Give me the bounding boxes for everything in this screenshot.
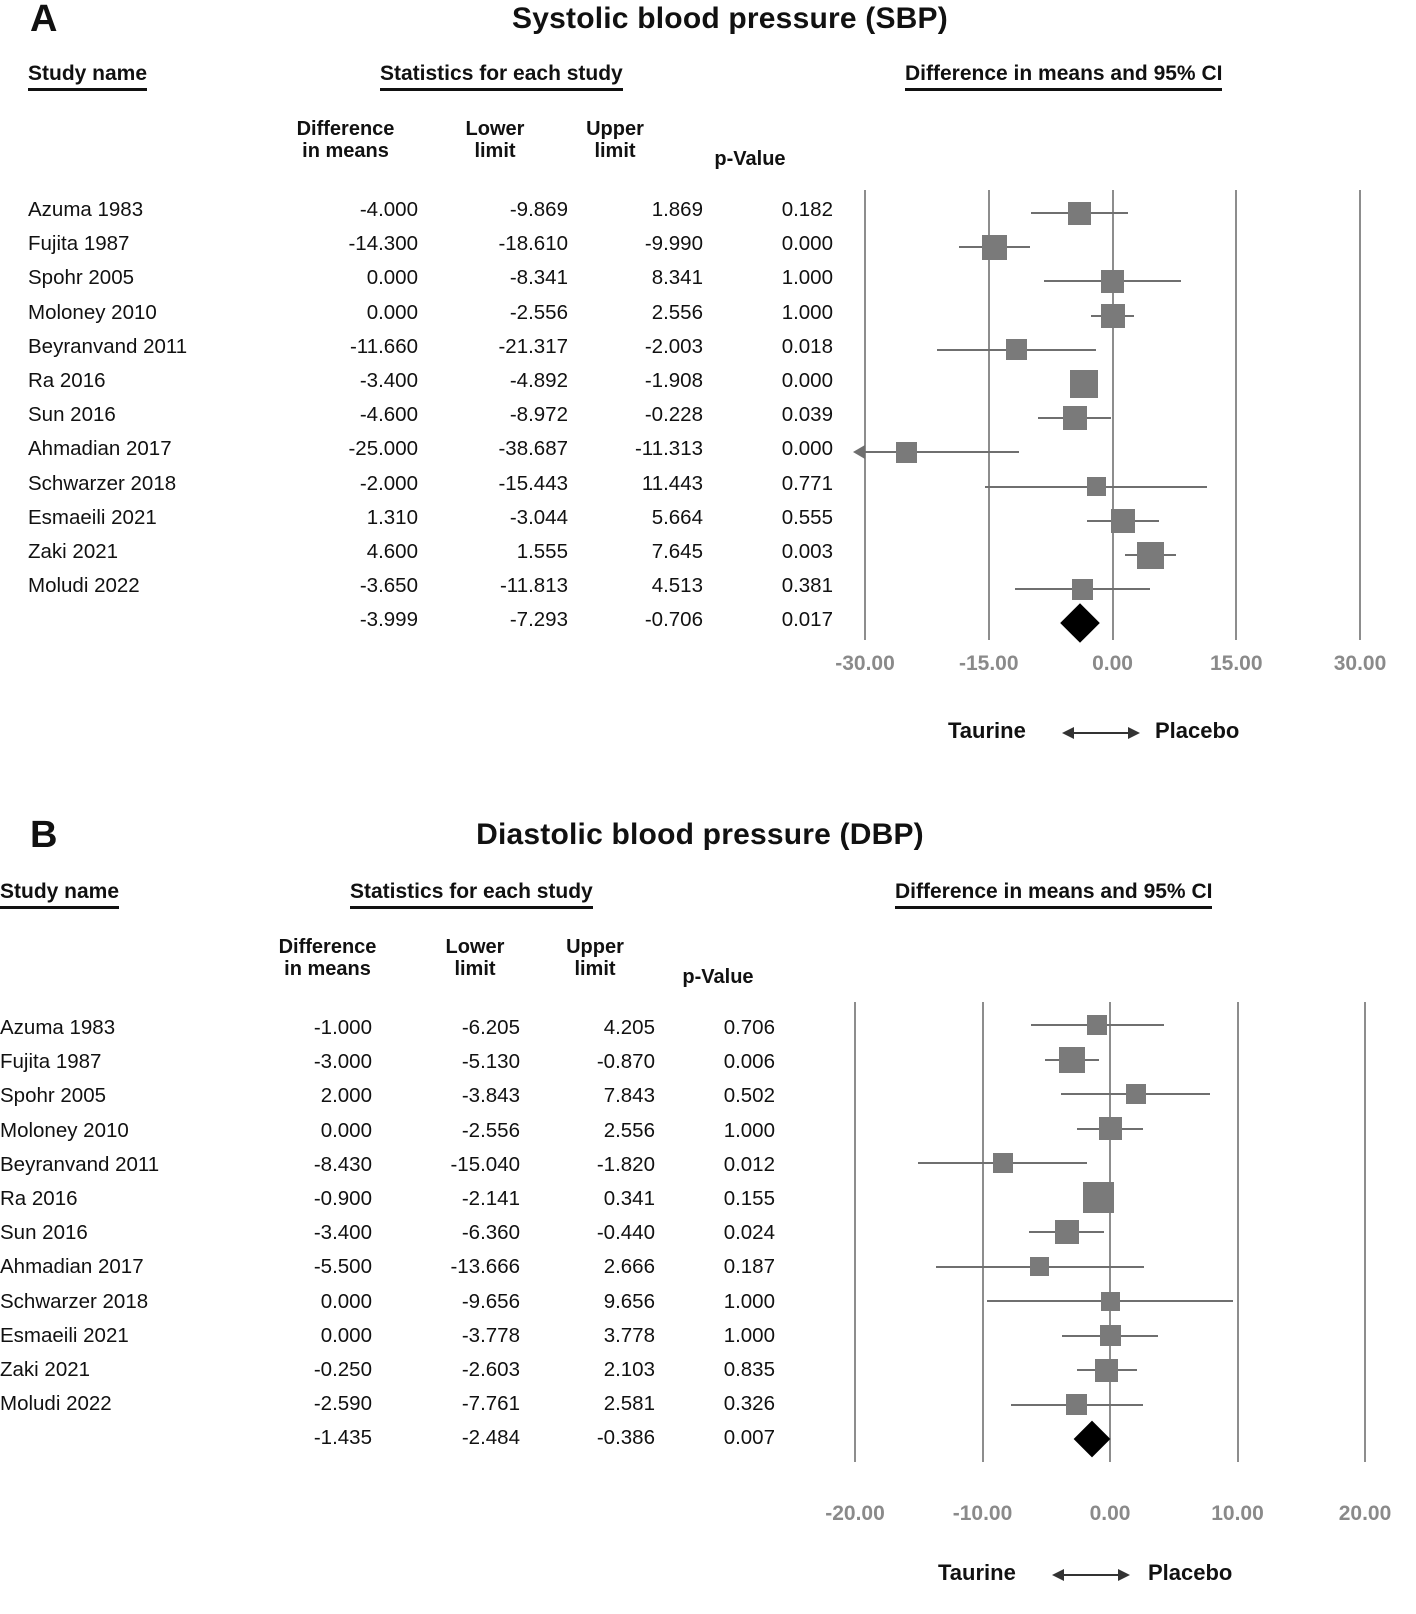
study-name: Beyranvand 2011: [0, 1152, 160, 1176]
difference-in-means: -8.430: [313, 1152, 372, 1176]
upper-limit: 11.443: [641, 471, 703, 495]
difference-in-means: -5.500: [313, 1255, 372, 1279]
lower-limit: -15.040: [450, 1152, 520, 1176]
lower-limit: -2.556: [461, 1118, 520, 1142]
upper-limit: -0.228: [644, 403, 703, 427]
ci-clipped-arrow: [853, 445, 865, 459]
effect-size-marker: [1068, 202, 1091, 225]
difference-in-means: -3.650: [359, 574, 418, 598]
effect-size-marker: [896, 442, 917, 463]
p-value: 0.835: [723, 1357, 775, 1381]
table-row: [28, 539, 833, 574]
table-row: [0, 1255, 800, 1289]
axis-border-line: [854, 1002, 856, 1462]
lower-limit: -3.044: [509, 505, 568, 529]
effect-size-marker: [1006, 339, 1027, 360]
header-plot-b: Difference in means and 95% CI: [895, 880, 1212, 909]
study-name: Moloney 2010: [28, 300, 157, 324]
lower-limit: -18.610: [498, 232, 568, 256]
difference-in-means: -4.000: [359, 198, 418, 221]
lower-limit: -2.141: [461, 1186, 520, 1210]
p-value: 0.326: [723, 1392, 775, 1416]
panel-letter-b: B: [30, 814, 58, 856]
panel-title-sbp: Systolic blood pressure (SBP): [512, 2, 948, 35]
difference-in-means: -3.000: [313, 1050, 372, 1074]
lower-limit: -7.761: [461, 1392, 520, 1416]
x-axis-tick-label: 30.00: [1333, 652, 1387, 675]
study-name: Schwarzer 2018: [0, 1289, 149, 1313]
x-axis-tick-label: -15.00: [958, 652, 1019, 675]
x-axis-tick-label: 15.00: [1209, 652, 1263, 675]
effect-size-marker: [1137, 542, 1164, 569]
footer-right-label-b: Placebo: [1148, 1560, 1233, 1585]
table-row: [28, 232, 833, 266]
header-statistics-b: Statistics for each study: [350, 880, 593, 909]
upper-limit: 3.778: [603, 1323, 655, 1347]
zero-line: [1112, 190, 1114, 640]
forest-plot-area-sbp: [835, 190, 1387, 675]
p-value: 1.000: [723, 1289, 775, 1313]
effect-size-marker: [1087, 477, 1106, 496]
effect-size-marker: [1059, 1047, 1085, 1073]
difference-in-means: -0.250: [313, 1357, 372, 1381]
upper-limit: 8.341: [651, 266, 703, 290]
upper-limit: 7.843: [603, 1084, 655, 1108]
lower-limit: -8.972: [509, 403, 568, 427]
upper-limit: 0.341: [603, 1186, 655, 1210]
summary-diamond: [1060, 604, 1100, 644]
footer-left-label-a: Taurine: [948, 718, 1026, 743]
effect-size-marker: [1063, 406, 1087, 430]
effect-size-marker: [993, 1153, 1013, 1173]
difference-in-means: -3.400: [359, 368, 418, 392]
effect-size-marker: [1100, 1325, 1121, 1346]
colheader-upper-limit-a: Upper limit: [586, 118, 644, 163]
lower-limit: -7.293: [509, 608, 568, 632]
upper-limit: 2.103: [603, 1357, 655, 1381]
difference-in-means: -11.660: [349, 334, 418, 358]
table-row: [28, 471, 833, 506]
upper-limit: 2.581: [603, 1392, 655, 1416]
table-row: [0, 1153, 800, 1187]
upper-limit: 2.556: [603, 1118, 655, 1142]
header-plot-a: Difference in means and 95% CI: [905, 62, 1222, 91]
p-value: 1.000: [723, 1118, 775, 1142]
difference-in-means: -3.400: [313, 1221, 372, 1245]
table-row: [0, 1290, 800, 1324]
difference-in-means: -2.590: [313, 1392, 372, 1416]
study-name: Spohr 2005: [0, 1084, 107, 1108]
p-value: 0.187: [723, 1255, 775, 1279]
upper-limit: -9.990: [644, 232, 703, 256]
study-name: Azuma 1983: [28, 198, 144, 221]
lower-limit: -3.843: [461, 1084, 520, 1108]
table-row: [28, 334, 833, 369]
study-name: Ahmadian 2017: [0, 1255, 144, 1279]
upper-limit: -0.706: [644, 608, 703, 632]
axis-border-line: [864, 190, 866, 640]
upper-limit: -2.003: [644, 334, 703, 358]
colheader-p-value-a: p-Value: [714, 148, 786, 170]
lower-limit: -2.484: [461, 1426, 520, 1450]
lower-limit: -5.130: [461, 1050, 520, 1074]
table-row: [28, 266, 833, 300]
table-row: [0, 1050, 800, 1084]
difference-in-means: 0.000: [366, 266, 418, 290]
study-name: Schwarzer 2018: [28, 471, 177, 495]
difference-in-means: -14.300: [348, 232, 418, 256]
study-name: Fujita 1987: [28, 232, 130, 256]
study-name: Ahmadian 2017: [28, 437, 172, 461]
panel-title-dbp: Diastolic blood pressure (DBP): [476, 818, 924, 851]
p-value: 0.000: [781, 232, 833, 256]
effect-size-marker: [1072, 579, 1093, 600]
upper-limit: 1.869: [651, 198, 703, 221]
lower-limit: -2.603: [461, 1357, 520, 1381]
effect-size-marker: [1126, 1084, 1146, 1104]
table-row: [0, 1016, 800, 1050]
study-name: Azuma 1983: [0, 1016, 116, 1039]
upper-limit: 7.645: [651, 539, 703, 563]
effect-size-marker: [1099, 1117, 1122, 1140]
difference-in-means: 0.000: [320, 1289, 372, 1313]
study-name: Ra 2016: [0, 1186, 78, 1210]
study-name: Sun 2016: [0, 1221, 88, 1245]
study-name: Moludi 2022: [28, 574, 140, 598]
p-value: 0.012: [723, 1152, 775, 1176]
difference-in-means: -4.600: [359, 403, 418, 427]
x-axis-tick-label: -10.00: [952, 1502, 1013, 1525]
lower-limit: -2.556: [509, 300, 568, 324]
p-value: 0.039: [781, 403, 833, 427]
table-row: [28, 403, 833, 437]
p-value: 1.000: [781, 300, 833, 324]
confidence-interval-line: [865, 451, 1019, 453]
p-value: 0.000: [781, 437, 833, 461]
p-value: 1.000: [723, 1323, 775, 1347]
effect-size-marker: [1101, 1292, 1120, 1311]
difference-in-means: -25.000: [348, 437, 418, 461]
effect-size-marker: [1087, 1015, 1107, 1035]
difference-in-means: 0.000: [366, 300, 418, 324]
table-row: [28, 368, 833, 403]
effect-size-marker: [1111, 509, 1135, 533]
lower-limit: -13.666: [450, 1255, 520, 1279]
upper-limit: -1.908: [644, 368, 703, 392]
lower-limit: -6.360: [461, 1221, 520, 1245]
difference-in-means: 4.600: [366, 539, 418, 563]
difference-in-means: 2.000: [320, 1084, 372, 1108]
upper-limit: -0.440: [596, 1221, 655, 1245]
upper-limit: 2.666: [603, 1255, 655, 1279]
table-row: [28, 198, 833, 232]
zero-line: [1109, 1002, 1111, 1462]
upper-limit: -1.820: [596, 1152, 655, 1176]
p-value: 0.003: [781, 539, 833, 563]
lower-limit: -6.205: [461, 1016, 520, 1039]
p-value: 0.706: [723, 1016, 775, 1039]
lower-limit: -3.778: [461, 1323, 520, 1347]
study-table-sbp: [28, 198, 833, 642]
table-row: [28, 574, 833, 608]
lower-limit: -8.341: [509, 266, 568, 290]
study-name: Zaki 2021: [0, 1357, 91, 1381]
x-axis-tick-label: 0.00: [1092, 652, 1133, 675]
footer-left-label-b: Taurine: [938, 1560, 1016, 1585]
table-row: [0, 1358, 800, 1392]
p-value: 0.024: [723, 1221, 775, 1245]
study-name: Beyranvand 2011: [28, 334, 188, 358]
difference-in-means: 0.000: [320, 1323, 372, 1347]
lower-limit: -38.687: [498, 437, 568, 461]
study-table-dbp: [0, 1016, 800, 1460]
effect-size-marker: [1066, 1394, 1087, 1415]
study-name: Esmaeili 2021: [28, 505, 157, 529]
lower-limit: -9.656: [461, 1289, 520, 1313]
colheader-difference-b: Difference in means: [278, 936, 377, 981]
p-value: 0.555: [781, 505, 833, 529]
difference-in-means: 1.310: [366, 505, 418, 529]
effect-size-marker: [1070, 370, 1098, 398]
x-axis-tick-label: -30.00: [835, 652, 895, 675]
gridline: [982, 1002, 984, 1462]
p-value: 0.007: [723, 1426, 775, 1450]
colheader-upper-limit-b: Upper limit: [566, 936, 624, 981]
table-row: [28, 437, 833, 471]
upper-limit: -0.870: [596, 1050, 655, 1074]
axis-border-line: [1359, 190, 1361, 640]
table-row: [28, 300, 833, 335]
colheader-p-value-b: p-Value: [682, 966, 754, 988]
axis-border-line: [1364, 1002, 1366, 1462]
x-axis-tick-label: 20.00: [1338, 1502, 1392, 1525]
x-axis-tick-label: 10.00: [1211, 1502, 1264, 1525]
difference-in-means: -1.000: [313, 1016, 372, 1039]
study-name: Esmaeili 2021: [0, 1323, 129, 1347]
difference-in-means: -1.435: [313, 1426, 372, 1450]
study-name: Ra 2016: [28, 368, 106, 392]
summary-diamond: [1073, 1421, 1110, 1458]
upper-limit: -11.313: [634, 437, 703, 461]
difference-in-means: 0.000: [320, 1118, 372, 1142]
difference-in-means: -0.900: [313, 1186, 372, 1210]
upper-limit: 2.556: [651, 300, 703, 324]
summary-row: [28, 608, 833, 642]
table-row: [0, 1392, 800, 1426]
study-name: Zaki 2021: [28, 539, 119, 563]
direction-arrows-a: [1062, 722, 1140, 744]
p-value: 0.006: [723, 1050, 775, 1074]
study-name: Sun 2016: [28, 403, 116, 427]
upper-limit: 4.205: [603, 1016, 655, 1039]
summary-row: [0, 1426, 800, 1460]
p-value: 0.155: [723, 1186, 775, 1210]
study-name: Moloney 2010: [0, 1118, 129, 1142]
p-value: 0.502: [723, 1084, 775, 1108]
upper-limit: 9.656: [603, 1289, 655, 1313]
colheader-difference-a: Difference in means: [296, 118, 395, 163]
effect-size-marker: [982, 235, 1007, 260]
lower-limit: -11.813: [499, 574, 568, 598]
header-statistics-a: Statistics for each study: [380, 62, 623, 91]
effect-size-marker: [1101, 270, 1124, 293]
table-row: [0, 1084, 800, 1118]
table-row: [0, 1187, 800, 1221]
colheader-lower-limit-a: Lower limit: [465, 118, 525, 163]
effect-size-marker: [1095, 1359, 1118, 1382]
effect-size-marker: [1030, 1257, 1049, 1276]
header-study-name-a: Study name: [28, 62, 147, 91]
lower-limit: -21.317: [498, 334, 568, 358]
header-study-name-b: Study name: [0, 880, 119, 909]
forest-plot-area-dbp: [825, 1002, 1392, 1525]
study-name: Moludi 2022: [0, 1392, 112, 1416]
gridline: [1235, 190, 1237, 640]
effect-size-marker: [1083, 1182, 1114, 1213]
direction-arrows-b: [1052, 1564, 1130, 1586]
difference-in-means: -2.000: [359, 471, 418, 495]
upper-limit: 5.664: [651, 505, 703, 529]
p-value: 0.017: [781, 608, 833, 632]
p-value: 0.018: [781, 334, 833, 358]
colheader-lower-limit-b: Lower limit: [445, 936, 505, 981]
upper-limit: 4.513: [651, 574, 703, 598]
table-row: [0, 1221, 800, 1255]
table-row: [28, 505, 833, 540]
study-name: Fujita 1987: [0, 1050, 102, 1074]
p-value: 0.381: [781, 574, 833, 598]
x-axis-tick-label: 0.00: [1089, 1502, 1131, 1525]
lower-limit: -15.443: [498, 471, 568, 495]
table-row: [0, 1324, 800, 1358]
table-row: [0, 1119, 800, 1153]
difference-in-means: -3.999: [359, 608, 418, 632]
x-axis-tick-label: -20.00: [825, 1502, 885, 1525]
effect-size-marker: [1055, 1220, 1079, 1244]
gridline: [1237, 1002, 1239, 1462]
lower-limit: 1.555: [516, 539, 568, 563]
lower-limit: -4.892: [509, 368, 568, 392]
p-value: 0.771: [781, 471, 833, 495]
effect-size-marker: [1101, 304, 1125, 328]
lower-limit: -9.869: [509, 198, 568, 221]
upper-limit: -0.386: [596, 1426, 655, 1450]
p-value: 0.182: [781, 198, 833, 221]
footer-right-label-a: Placebo: [1155, 718, 1240, 743]
panel-letter-a: A: [30, 0, 58, 40]
study-name: Spohr 2005: [28, 266, 135, 290]
p-value: 0.000: [781, 368, 833, 392]
p-value: 1.000: [781, 266, 833, 290]
